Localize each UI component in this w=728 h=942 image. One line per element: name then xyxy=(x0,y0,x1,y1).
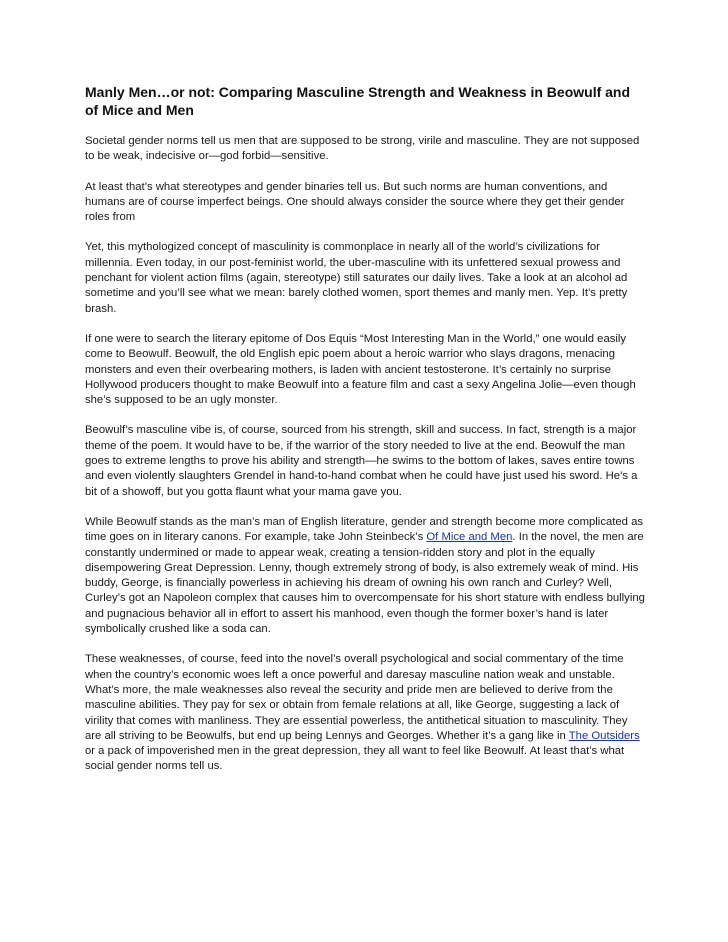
paragraph-1: Societal gender norms tell us men that are supposed to be strong, virile and masculine. They are not supposed to be weak, indecisive or—god forbid—sensitive. xyxy=(85,135,640,163)
the-outsiders-link[interactable]: The Outsiders xyxy=(568,729,640,742)
document-title: Manly Men…or not: Comparing Masculine Strength and Weakness in Beowulf and of Mice and Men xyxy=(85,84,631,118)
paragraph-4: If one were to search the literary epitome of Dos Equis “Most Interesting Man in the World,” one would easily come to Beowulf. Beowulf, the old English epic poem about a heroic warrior who slays dragons, menacing monsters and even their overbearing mothers, is laden with ancient testosterone. It’s certainly no surprise Hollywood producers thought to make Beowulf into a feature film and cast a sexy Angelina Jolie—even though she’s supposed to be an ugly monster. xyxy=(85,332,636,407)
paragraph-7 xyxy=(85,652,645,774)
paragraph-6-text-after: . In the novel, the men are constantly undermined or made to appear weak, creating a tension-ridden story and plot in the equally disempowering Great Depression. Lenny, though extremely strong of body, is also extremely weak of mind. His buddy, George, is financially powerless in achieving his dream of owning his own ranch and Curley? Well, Curley’s got an Napoleon complex that causes him to overcompensate for his short stature with endless bullying and pugnacious behavior all in effort to assert his manhood, even though the former boxer’s hand is later symbolically crushed like a soda can. xyxy=(85,531,645,636)
document-body xyxy=(85,83,645,790)
paragraph-3: Yet, this mythologized concept of masculinity is commonplace in nearly all of the world’s civilizations for millennia. Even today, in our post-feminist world, the uber-masculine with its unfettered sexual prowess and penchant for violent action films (again, stereotype) still saturates our daily lives. Take a look at an alcohol ad sometime and you’ll see what we mean: barely clothed women, sport themes and manly men. Yep. It’s pretty brash. xyxy=(85,241,628,315)
paragraph-6-text-before: While Beowulf stands as the man’s man of English literature, gender and strength become more complicated as time goes on in literary canons. For example, take John Steinbeck’s xyxy=(85,515,644,544)
of-mice-and-men-link[interactable]: Of Mice and Men xyxy=(426,531,513,544)
paragraph-5: Beowulf’s masculine vibe is, of course, sourced from his strength, skill and success. In fact, strength is a major theme of the poem. It would have to be, if the warrior of the story needed to live at the end. Beowulf the man goes to extreme lengths to prove his ability and strength—he swims to the bottom of lakes, saves entire towns and even violently slaughters Grendel in hand-to-hand combat when he could have just used his sword. He’s a bit of a showoff, but you gotta flaunt what your mama gave you. xyxy=(85,424,638,498)
paragraph-7-text-before: These weaknesses, of course, feed into the novel’s overall psychological and social commentary of the time when the country’s economic woes left a once powerful and daresay masculine nation weak and unstable. What’s more, the male weaknesses also reveal the security and pride men are believed to derive from the masculine abilities. They pay for sex or obtain from female relations at all, like George, suggesting a lack of virility that comes with manliness. They are essential powerless, the antithetical situation to masculinity. They are all striving to be Beowulfs, but end up being Lennys and Georges. Whether it’s a gang like in xyxy=(85,653,628,742)
paragraph-6 xyxy=(85,515,645,637)
paragraph-7-text-after: or a pack of impoverished men in the great depression, they all want to feel like Beowulf. At least that’s what social gender norms tell us. xyxy=(85,745,625,773)
paragraph-2: At least that’s what stereotypes and gender binaries tell us. But such norms are human conventions, and humans are of course imperfect beings. One should always consider the source where they get their gender roles from xyxy=(85,180,625,224)
